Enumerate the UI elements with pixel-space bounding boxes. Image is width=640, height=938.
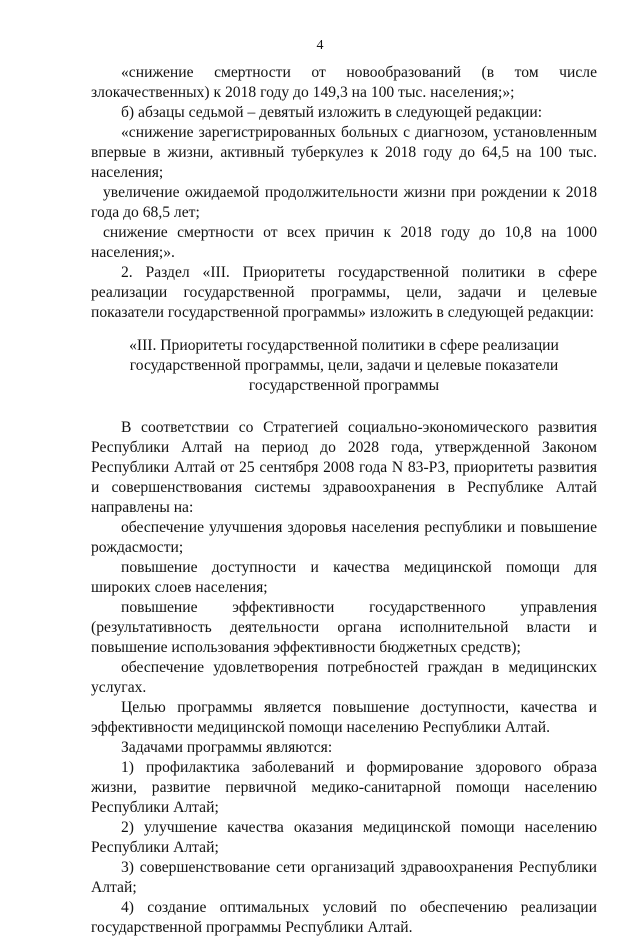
paragraph: Целью программы является повышение доступности, качества и эффективности медицинской помощи населению Республики Алтай.: [91, 699, 597, 736]
paragraph: «снижение смертности от новообразований (в том числе злокачественных) к 2018 году до 149,3 на 100 тыс. населения;»;: [91, 64, 597, 101]
list-item: 4) создание оптимальных условий по обеспечению реализации государственной программы Республики Алтай.: [91, 899, 597, 936]
paragraph: 2. Раздел «III. Приоритеты государственной политики в сфере реализации государственной программы, цели, задачи и целевые показатели государственной программы» изложить в следующей редакции:: [91, 264, 597, 321]
section-heading: «III. Приоритеты государственной политики в сфере реализации государственной программы, цели, задачи и целевые показатели государственной программы: [129, 337, 559, 394]
paragraph: обеспечение улучшения здоровья населения республики и повышение рождасмости;: [91, 519, 597, 556]
paragraph: б) абзацы седьмой – девятый изложить в следующей редакции:: [121, 104, 543, 121]
list-item: 1) профилактика заболеваний и формирование здорового образа жизни, развитие первичной медико-санитарной помощи населению Республики Алтай;: [91, 759, 597, 816]
paragraph: Задачами программы являются:: [121, 739, 333, 756]
list-item: 2) улучшение качества оказания медицинской помощи населению Республики Алтай;: [91, 819, 597, 856]
paragraph: «снижение зарегистрированных больных с диагнозом, установленным впервые в жизни, активный туберкулез к 2018 году до 64,5 на 100 тыс. населения;: [91, 124, 597, 181]
paragraph: снижение смертности от всех причин к 2018 году до 10,8 на 1000 населения;».: [91, 224, 597, 261]
paragraph: В соответствии со Стратегией социально-экономического развития Республики Алтай на период до 2028 года, утвержденной Законом Республики Алтай от 25 сентября 2008 года N 83-РЗ, приоритеты развития и совершенствования системы здравоохранения в Республике Алтай направлены на:: [91, 419, 597, 516]
paragraph: повышение доступности и качества медицинской помощи для широких слоев населения;: [91, 559, 597, 596]
paragraph: увеличение ожидаемой продолжительности жизни при рождении к 2018 года до 68,5 лет;: [91, 184, 597, 221]
document-body: [91, 63, 597, 938]
paragraph: повышение эффективности государственного управления (результативность деятельности органа исполнительной власти и повышение использования эффективности бюджетных средств);: [91, 599, 597, 656]
page-number: 4: [316, 38, 324, 53]
list-item: 3) совершенствование сети организаций здравоохранения Республики Алтай;: [91, 859, 597, 896]
paragraph: обеспечение удовлетворения потребностей граждан в медицинских услугах.: [91, 659, 597, 696]
